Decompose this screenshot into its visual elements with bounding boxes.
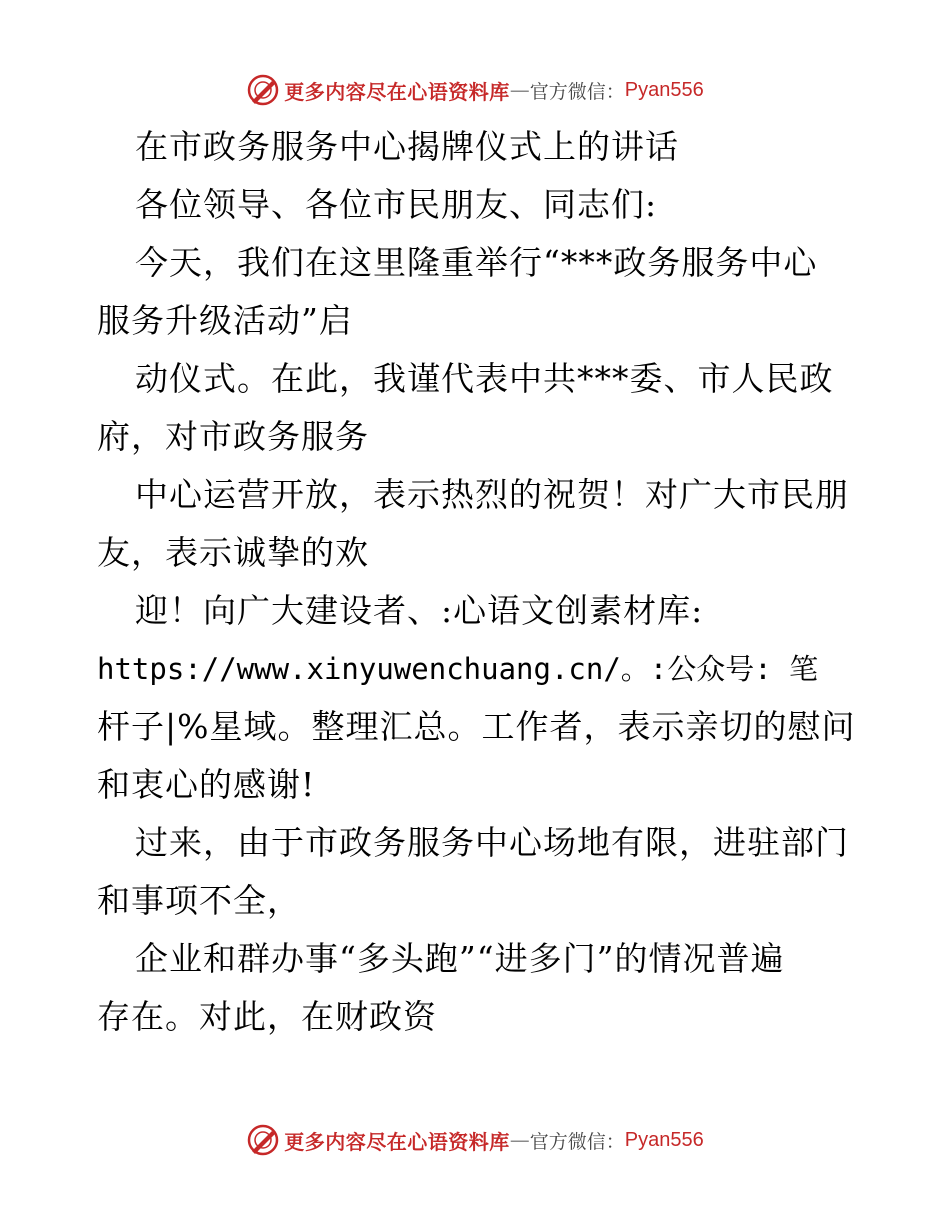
footer-watermark: [0, 1120, 950, 1160]
doc-title: 在市政务服务中心揭牌仪式上的讲话: [135, 127, 679, 166]
watermark-label: 官方微信：: [529, 1130, 625, 1153]
watermark-brand: 更多内容尽在心语资料库: [284, 1129, 510, 1154]
doc-line: 杆子|%星域。整理汇总。工作者，表示亲切的慰问: [97, 707, 856, 746]
header-watermark: [0, 70, 950, 110]
doc-line: 存在。对此，在财政资: [97, 997, 437, 1036]
doc-line: 动仪式。在此，我谨代表中共***委、市人民政: [135, 359, 834, 398]
doc-line: 府，对市政务服务: [97, 417, 369, 456]
doc-line: 企业和群办事“多头跑”“进多门”的情况普遍: [135, 939, 785, 978]
doc-line: 中心运营开放，表示热烈的祝贺！对广大市民朋: [135, 475, 849, 514]
brand-logo-icon: [246, 1123, 280, 1157]
doc-line: 今天，我们在这里隆重举行“***政务服务中心: [135, 243, 818, 282]
watermark-id: Pyan556: [624, 1128, 704, 1151]
watermark-id: Pyan556: [624, 78, 704, 101]
doc-salutation: 各位领导、各位市民朋友、同志们:: [135, 185, 658, 224]
doc-line-url: https://www.xinyuwenchuang.cn/。:公众号: 笔: [97, 652, 819, 686]
watermark-dash: —: [509, 78, 530, 102]
watermark-dash: —: [509, 1128, 530, 1152]
doc-line: 和事项不全，: [97, 881, 301, 920]
doc-line: 迎！向广大建设者、:心语文创素材库:: [135, 591, 704, 630]
brand-logo-icon: [246, 73, 280, 107]
doc-line: 和衷心的感谢!: [97, 765, 316, 804]
document-body: [97, 118, 857, 1046]
doc-line: 友，表示诚挚的欢: [97, 533, 369, 572]
doc-line: 过来，由于市政务服务中心场地有限，进驻部门: [135, 823, 849, 862]
watermark-label: 官方微信：: [529, 80, 625, 103]
doc-line: 服务升级活动”启: [97, 301, 353, 340]
watermark-brand: 更多内容尽在心语资料库: [284, 79, 510, 104]
